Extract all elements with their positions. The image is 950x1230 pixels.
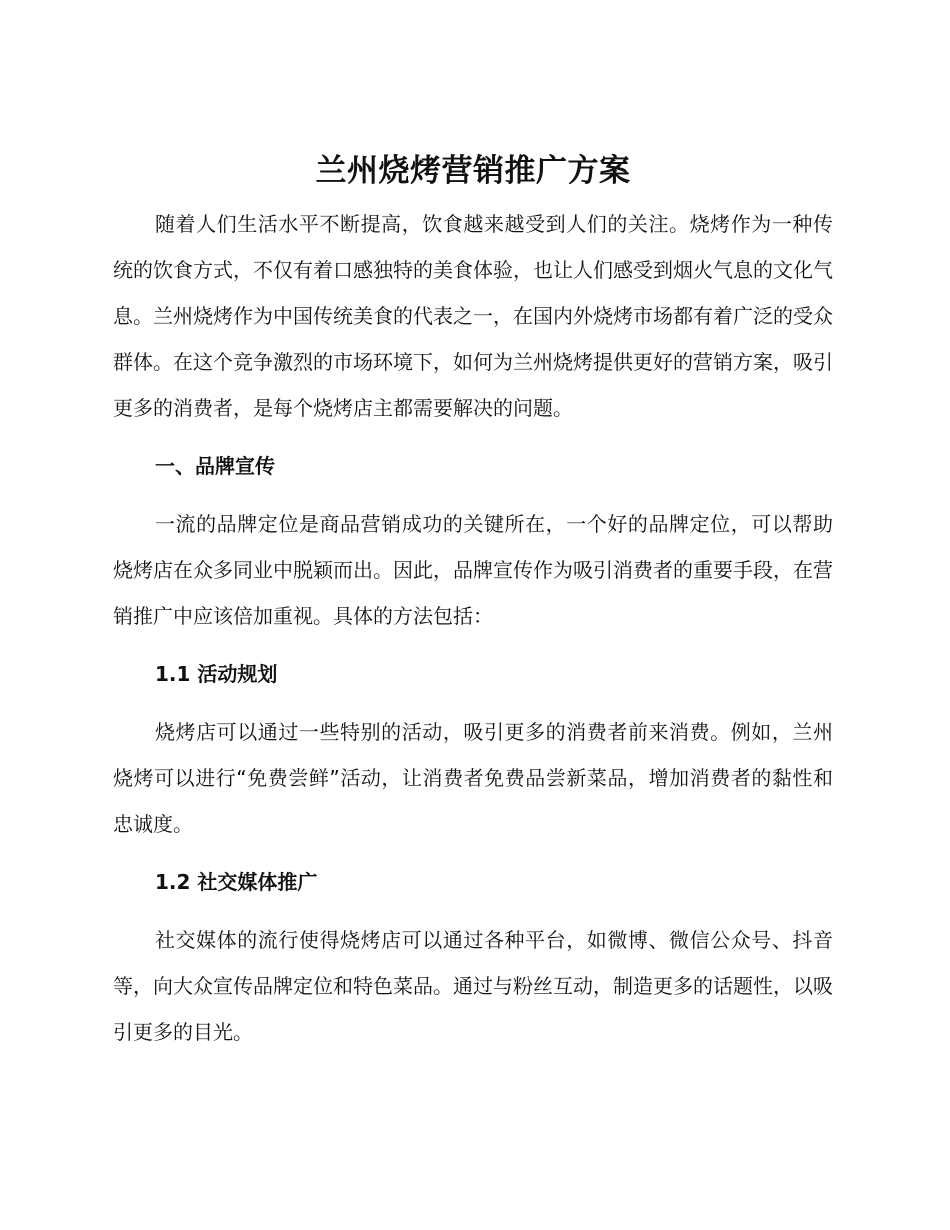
subsection-heading-social-media: 1.2 社交媒体推广 — [155, 870, 318, 894]
section-spacer — [113, 431, 833, 443]
section-heading-brand: 一、品牌宣传 — [155, 454, 275, 478]
section-spacer — [113, 639, 833, 651]
subsection-paragraph-activity: 烧烤店可以通过一些特别的活动，吸引更多的消费者前来消费。例如，兰州烧烤可以进行“免费尝鲜”活动，让消费者免费品尝新菜品，增加消费者的黏性和忠诚度。 — [113, 720, 833, 836]
section-spacer — [113, 489, 833, 501]
section-spacer — [113, 697, 833, 709]
subsection-heading-activity: 1.1 活动规划 — [155, 662, 278, 686]
section-spacer — [113, 905, 833, 917]
document-title: 兰州烧烤营销推广方案 — [315, 153, 631, 189]
section-spacer — [113, 847, 833, 859]
document-content — [113, 148, 833, 1055]
subsection-paragraph-social-media: 社交媒体的流行使得烧烤店可以通过各种平台，如微博、微信公众号、抖音等，向大众宣传品牌定位和特色菜品。通过与粉丝互动，制造更多的话题性，以吸引更多的目光。 — [113, 928, 833, 1044]
intro-paragraph: 随着人们生活水平不断提高，饮食越来越受到人们的关注。烧烤作为一种传统的饮食方式，不仅有着口感独特的美食体验，也让人们感受到烟火气息的文化气息。兰州烧烤作为中国传统美食的代表之一，在国内外烧烤市场都有着广泛的受众群体。在这个竞争激烈的市场环境下，如何为兰州烧烤提供更好的营销方案，吸引更多的消费者，是每个烧烤店主都需要解决的问题。 — [113, 212, 833, 420]
section-paragraph-brand: 一流的品牌定位是商品营销成功的关键所在，一个好的品牌定位，可以帮助烧烤店在众多同业中脱颖而出。因此，品牌宣传作为吸引消费者的重要手段，在营销推广中应该倍加重视。具体的方法包括： — [113, 512, 833, 628]
